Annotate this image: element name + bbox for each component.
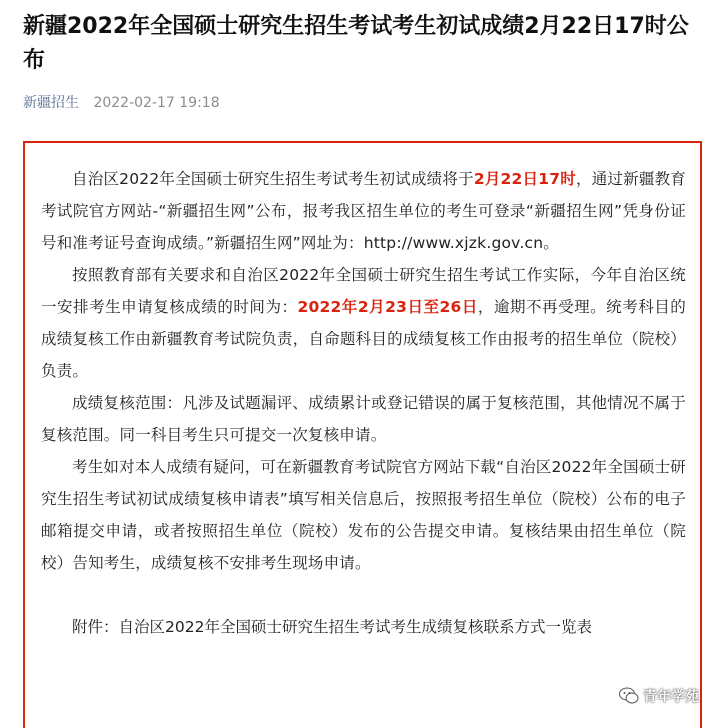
- wechat-icon: [619, 687, 639, 705]
- article-meta: [23, 92, 220, 112]
- watermark: [619, 686, 699, 706]
- paragraph-1-text-rest: ，通过新疆教育考试院官方网站-“新疆招生网”公布，报考我区招生单位的考生可登录“新疆招生网”凭身份证号和准考证号查询成绩。”新疆招生网”网址为：http://www.xjzk.gov.cn。: [41, 170, 687, 252]
- paragraph-1: [41, 163, 686, 259]
- watermark-text: 青年学苑: [643, 689, 699, 705]
- paragraph-2-text: 按照教育部有关要求和自治区2022年全国硕士研究生招生考试工作实际，今年自治区统一安排考生申请复核成绩的时间为：: [41, 266, 686, 316]
- paragraph-4: 考生如对本人成绩有疑问，可在新疆教育考试院官方网站下载“自治区2022年全国硕士研究生招生考试初试成绩复核申请表”填写相关信息后，按照报考招生单位（院校）公布的电子邮箱提交申请，或者按照招生单位（院校）发布的公告提交申请。复核结果由招生单位（院校）告知考生，成绩复核不安排考生现场申请。: [41, 458, 686, 572]
- paragraph-1-text: 自治区2022年全国硕士研究生招生考试考生初试成绩将于: [72, 170, 474, 188]
- publish-date: 2022-02-17 19:18: [93, 95, 220, 111]
- account-name-link[interactable]: 新疆招生: [23, 95, 79, 111]
- review-period: 2022年2月23日至26日: [297, 298, 478, 316]
- notice-box: [23, 141, 702, 728]
- paragraph-2-text-rest: ，逾期不再受理。统考科目的成绩复核工作由新疆教育考试院负责，自命题科目的成绩复核工作由报考的招生单位（院校）负责。: [41, 298, 687, 380]
- attachment-line: 附件：自治区2022年全国硕士研究生招生考试考生成绩复核联系方式一览表: [72, 618, 592, 636]
- paragraph-2: [41, 259, 686, 387]
- paragraph-3: 成绩复核范围：凡涉及试题漏评、成绩累计或登记错误的属于复核范围，其他情况不属于复核范围。同一科目考生只可提交一次复核申请。: [41, 394, 686, 444]
- results-release-time: 2月22日17时: [473, 170, 576, 188]
- article-title: 新疆2022年全国硕士研究生招生考试考生初试成绩2月22日17时公布: [23, 14, 689, 73]
